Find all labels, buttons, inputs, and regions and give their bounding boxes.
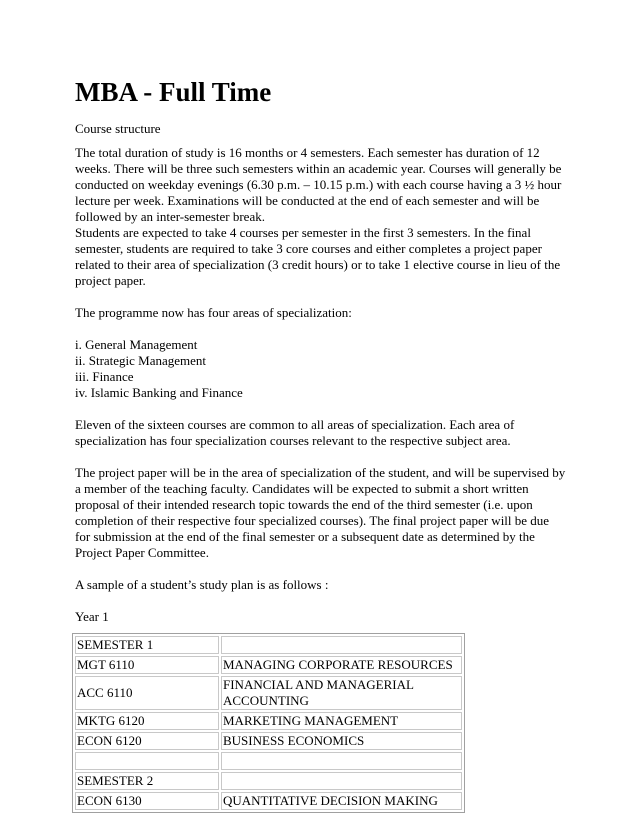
list-item: iii. Finance <box>75 369 134 384</box>
course-name-cell: QUANTITATIVE DECISION MAKING <box>221 792 462 810</box>
list-item: ii. Strategic Management <box>75 353 207 368</box>
study-plan-intro: A sample of a student’s study plan is as follows : <box>75 577 329 592</box>
course-name-cell: MANAGING CORPORATE RESOURCES <box>221 656 462 674</box>
page-title: MBA - Full Time <box>75 77 272 107</box>
course-code-cell: ECON 6120 <box>75 732 219 750</box>
table-row <box>75 732 462 750</box>
course-code-cell: SEMESTER 1 <box>75 636 219 654</box>
table-row <box>75 656 462 674</box>
courses-paragraph: Students are expected to take 4 courses per semester in the first 3 semesters. In the final semester, students are required to take 3 core courses and either completes a project paper related to their area of specialization (3 credit hours) or to take 1 elective course in lieu of the project paper. <box>75 225 561 288</box>
year-label: Year 1 <box>75 609 109 624</box>
course-code-cell: ECON 6130 <box>75 792 219 810</box>
duration-paragraph: The total duration of study is 16 months or 4 semesters. Each semester has duration of 12 weeks. There will be three such semesters within an academic year. Courses will generally be conducted on weekday evenings (6.30 p.m. – 10.15 p.m.) with each course having a 3 ½ hour lecture per week. Examinations will be conducted at the end of each semester and will be followed by an inter-semester break. <box>75 145 562 224</box>
course-name-cell: FINANCIAL AND MANAGERIAL ACCOUNTING <box>221 676 462 710</box>
course-name-cell <box>221 636 462 654</box>
course-code-cell: SEMESTER 2 <box>75 772 219 790</box>
specialization-list <box>75 337 567 401</box>
section-subtitle: Course structure <box>75 121 161 136</box>
table-row <box>75 712 462 730</box>
course-code-cell: MKTG 6120 <box>75 712 219 730</box>
table-row <box>75 752 462 770</box>
table-row <box>75 676 462 710</box>
table-row <box>75 636 462 654</box>
course-code-cell: MGT 6110 <box>75 656 219 674</box>
study-plan-table <box>72 633 465 813</box>
course-code-cell <box>75 752 219 770</box>
course-code-cell: ACC 6110 <box>75 676 219 710</box>
course-name-cell: MARKETING MANAGEMENT <box>221 712 462 730</box>
project-paper-paragraph: The project paper will be in the area of specialization of the student, and will be supervised by a member of the teaching faculty. Candidates will be expected to submit a short written proposal of their intended research topic towards the end of the third semester (i.e. upon completion of their respective four specialized courses). The final project paper will be due for submission at the end of the final semester or a subsequent date as determined by the Project Paper Committee. <box>75 465 566 560</box>
common-courses-paragraph: Eleven of the sixteen courses are common to all areas of specialization. Each area of specialization has four specialization courses relevant to the respective subject area. <box>75 417 515 448</box>
list-item: i. General Management <box>75 337 198 352</box>
table-row <box>75 792 462 810</box>
specialization-intro: The programme now has four areas of specialization: <box>75 305 352 320</box>
course-name-cell <box>221 772 462 790</box>
table-row <box>75 772 462 790</box>
list-item: iv. Islamic Banking and Finance <box>75 385 243 400</box>
document-page <box>75 76 567 813</box>
course-name-cell: BUSINESS ECONOMICS <box>221 732 462 750</box>
course-name-cell <box>221 752 462 770</box>
